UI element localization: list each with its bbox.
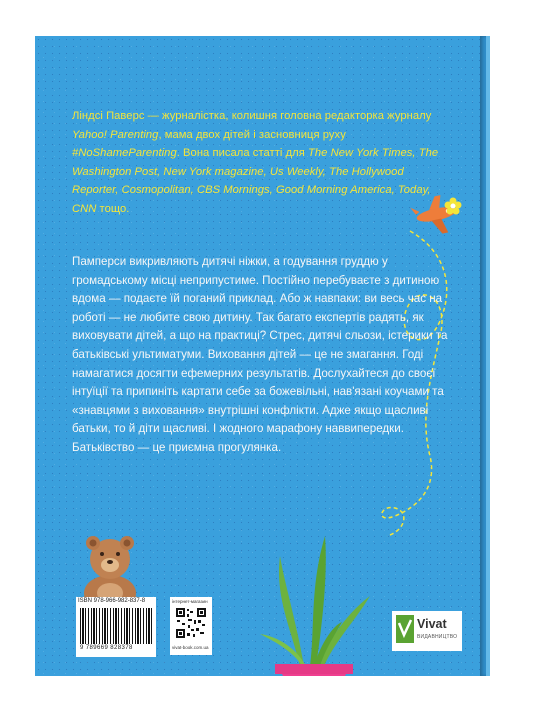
qr-code-icon xyxy=(176,608,206,638)
magazine-name: Yahoo! Parenting xyxy=(72,128,159,141)
barcode-digits: 9 789669 828378 xyxy=(80,645,133,651)
barcode xyxy=(80,608,152,644)
qr-url: vivat-book.com.ua xyxy=(172,645,209,650)
potted-plant-icon xyxy=(260,536,370,676)
author-bio xyxy=(72,107,450,218)
vivat-logo-icon xyxy=(396,615,414,643)
publisher-name: Vivat xyxy=(417,617,447,631)
author-name: Ліндсі Паверс xyxy=(72,110,145,122)
qr-label: інтернет-магазин xyxy=(172,599,208,604)
publisher-subtitle: ВИДАВНИЦТВО xyxy=(417,634,458,640)
book-blurb: Памперси викривляють дитячі ніжки, а годування груддю у громадському місці неприпустиме. Постійно перебуваєте з дитиною вдома — подаєте їй поганий приклад. Або ж навпаки: ви весь час на роботі — не любите свою дитину. Так багато експертів радять, як виховувати дітей, а що на практиці? Стрес, дитячі сльози, істерики та батьківські ультиматуми. Виховання дітей — це не змагання. Годі намагатися досягти ефемерних результатів. Дослухайтеся до своєї інтуїції та припиніть картати себе за божевільні, нав'язані коучами та «знавцями з виховання» внутрішні конфлікти. Адже якщо щасливі батьки, то й діти щасливі. І жодного марафону наввипередки. Батьківство — це приємна прогулянка. xyxy=(72,255,448,454)
bio-text-1: — журналістка, колишня головна редакторка журналу xyxy=(144,110,432,122)
bio-text-3: . Вона писала статті для xyxy=(176,147,308,159)
isbn-label: ISBN 978-966-982-837-8 xyxy=(78,598,146,604)
bio-text-4: тощо. xyxy=(96,202,130,215)
book-spine-edge xyxy=(486,36,490,676)
bio-text-2: , мама двох дітей і засновниця руху xyxy=(158,128,346,141)
movement-hashtag: #NoShameParenting xyxy=(72,147,177,159)
media-outlets: The New York Times, The Washington Post, New York magazine, Us Weekly, The Hollywood Reporter, Cosmopolitan, CBS Mornings, Good Morning America, Today, CNN xyxy=(72,147,439,215)
